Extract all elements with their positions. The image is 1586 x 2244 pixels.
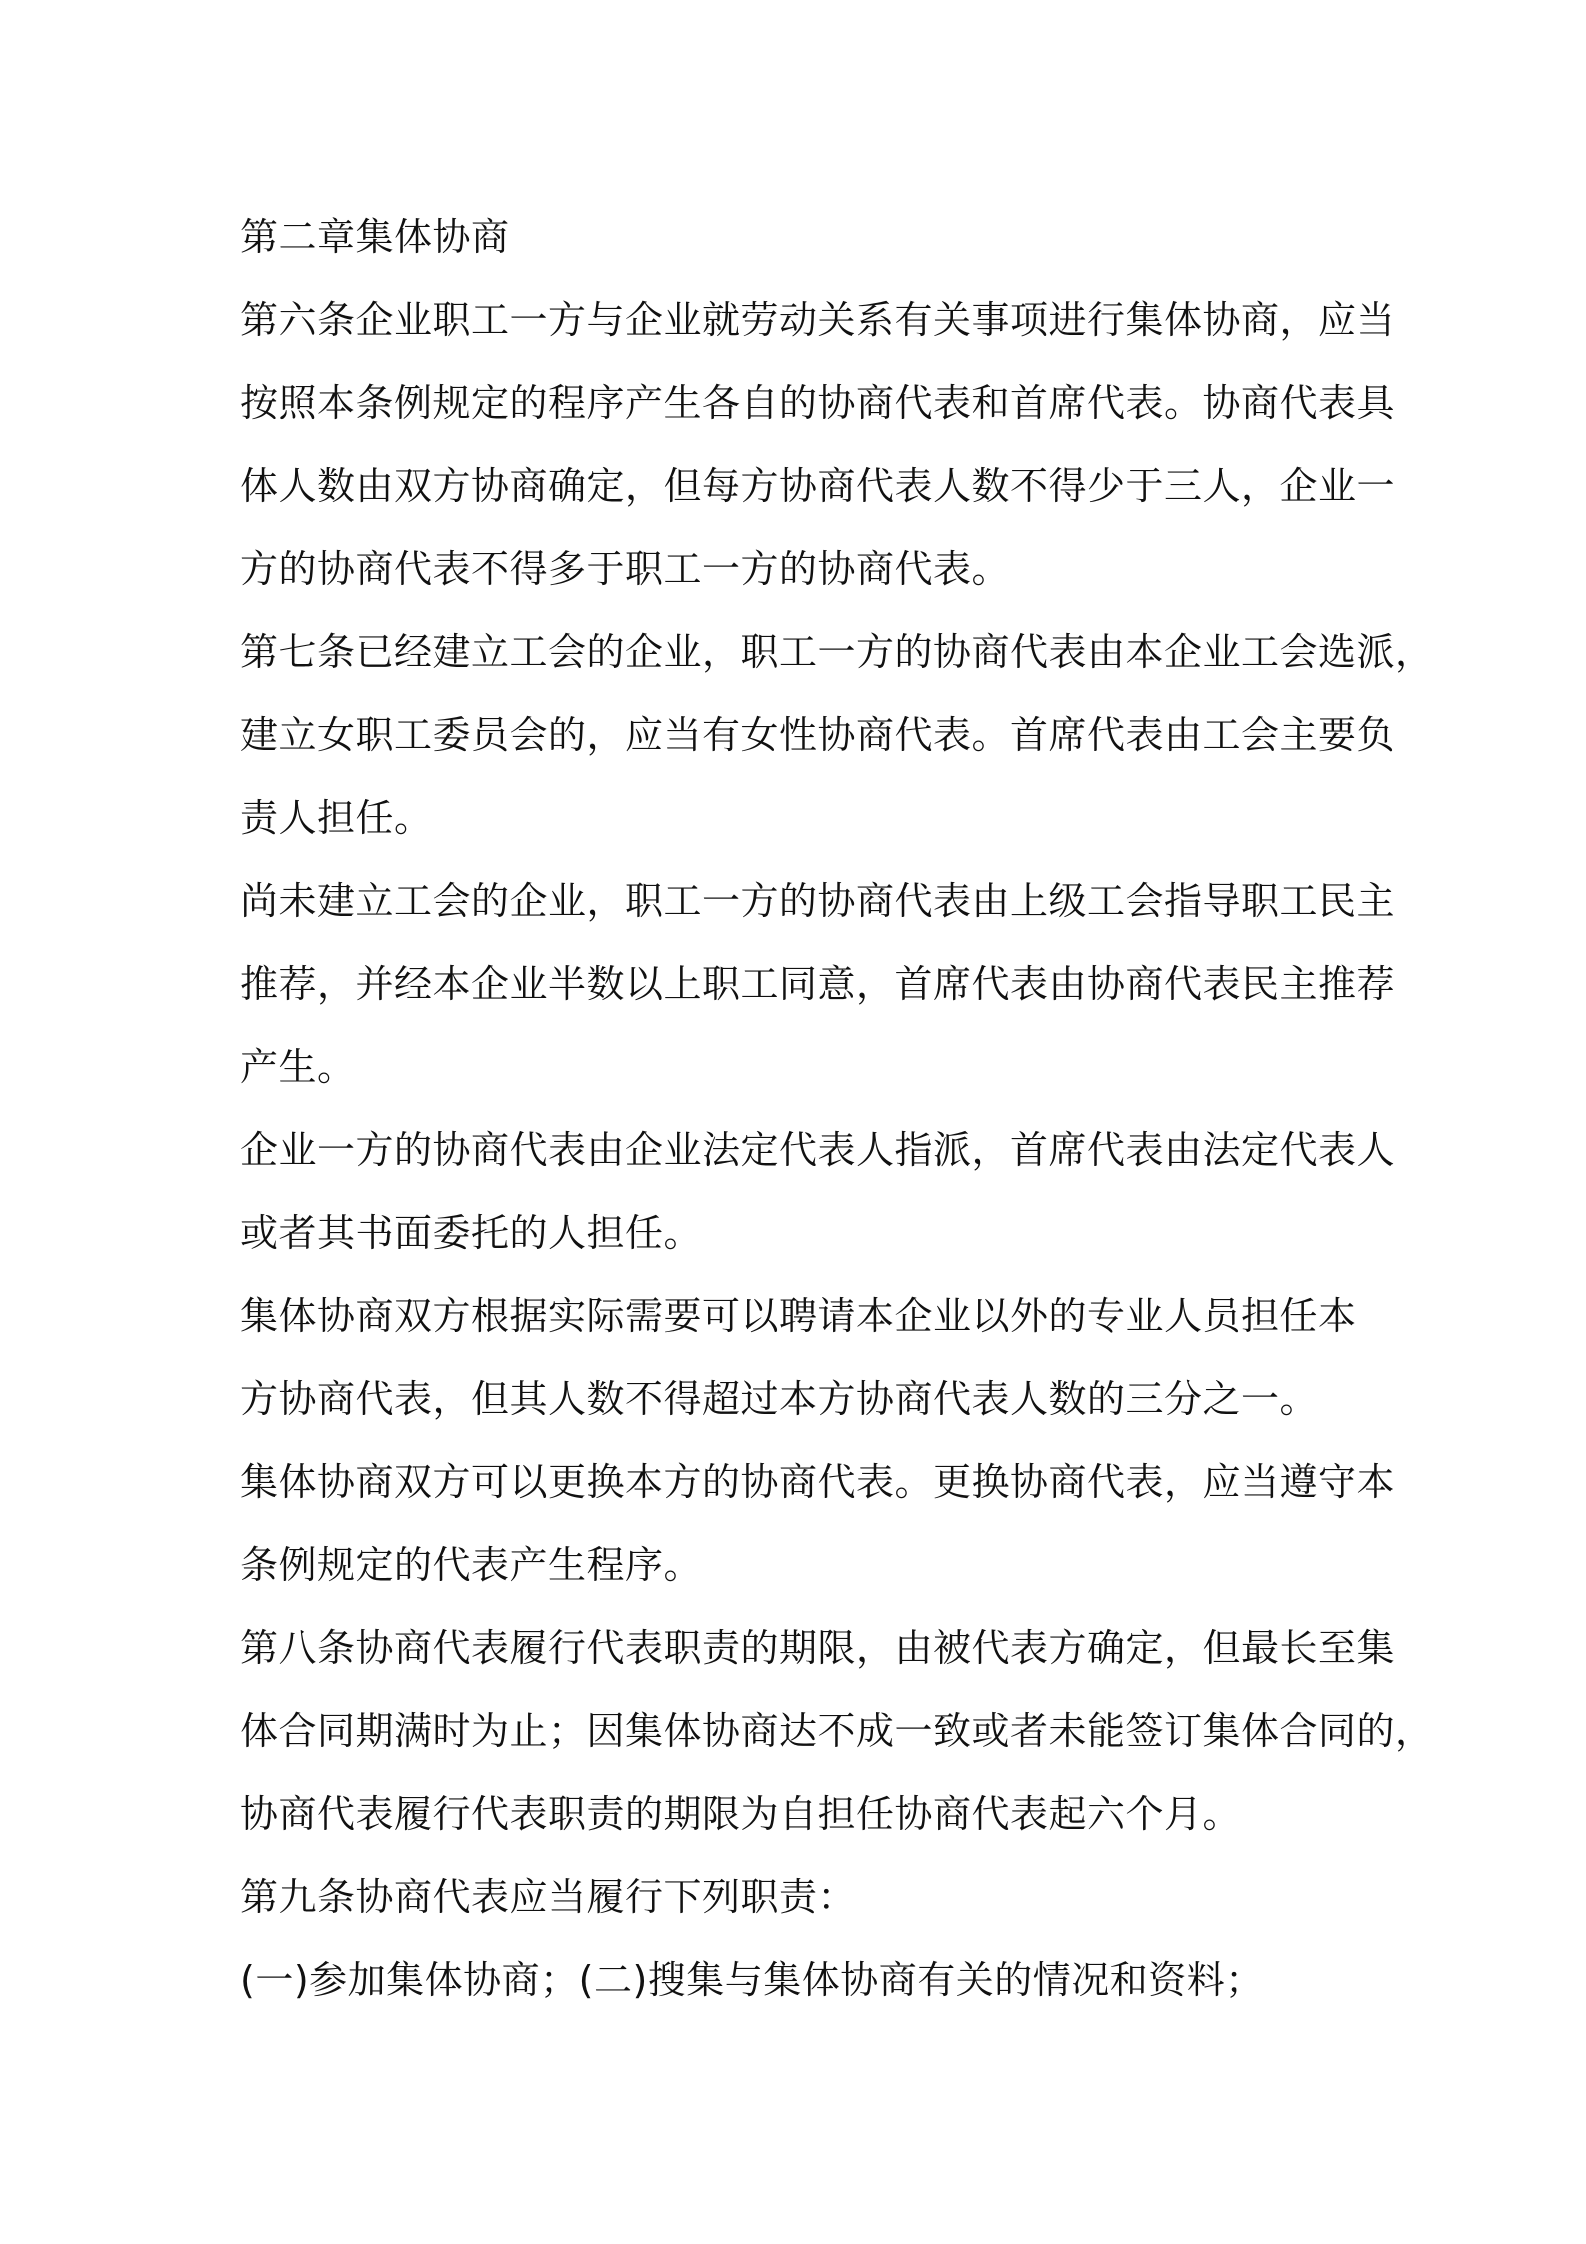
text-line: 协商代表履行代表职责的期限为自担任协商代表起六个月。 (240, 1792, 1242, 1836)
text-line: 体人数由双方协商确定，但每方协商代表人数不得少于三人，企业一 (240, 464, 1396, 508)
text-line: 集体协商双方根据实际需要可以聘请本企业以外的专业人员担任本 (240, 1294, 1357, 1338)
text-line: 第七条已经建立工会的企业，职工一方的协商代表由本企业工会选派， (240, 630, 1434, 674)
text-line: 第八条协商代表履行代表职责的期限，由被代表方确定，但最长至集 (240, 1626, 1396, 1670)
text-line: 产生。 (240, 1045, 356, 1089)
text-line: 集体协商双方可以更换本方的协商代表。更换协商代表，应当遵守本 (240, 1460, 1396, 1504)
document-body (240, 196, 1434, 2022)
text-line: 尚未建立工会的企业，职工一方的协商代表由上级工会指导职工民主 (240, 879, 1396, 923)
text-line: (一)参加集体协商；(二)搜集与集体协商有关的情况和资料； (240, 1958, 1264, 2002)
text-line: 方协商代表，但其人数不得超过本方协商代表人数的三分之一。 (240, 1377, 1319, 1421)
text-line: 方的协商代表不得多于职工一方的协商代表。 (240, 547, 1011, 591)
text-line: 建立女职工委员会的，应当有女性协商代表。首席代表由工会主要负 (240, 713, 1396, 757)
text-line: 体合同期满时为止；因集体协商达不成一致或者未能签订集体合同的， (240, 1709, 1434, 1753)
text-line: 条例规定的代表产生程序。 (240, 1543, 703, 1587)
text-line: 推荐，并经本企业半数以上职工同意，首席代表由协商代表民主推荐 (240, 962, 1396, 1006)
chapter-heading: 第二章集体协商 (240, 215, 510, 259)
text-line: 第六条企业职工一方与企业就劳动关系有关事项进行集体协商，应当 (240, 298, 1396, 342)
text-line: 企业一方的协商代表由企业法定代表人指派，首席代表由法定代表人 (240, 1128, 1396, 1172)
text-line: 按照本条例规定的程序产生各自的协商代表和首席代表。协商代表具 (240, 381, 1396, 425)
text-line: 第九条协商代表应当履行下列职责： (240, 1875, 857, 1919)
text-line: 责人担任。 (240, 796, 433, 840)
text-line: 或者其书面委托的人担任。 (240, 1211, 703, 1255)
